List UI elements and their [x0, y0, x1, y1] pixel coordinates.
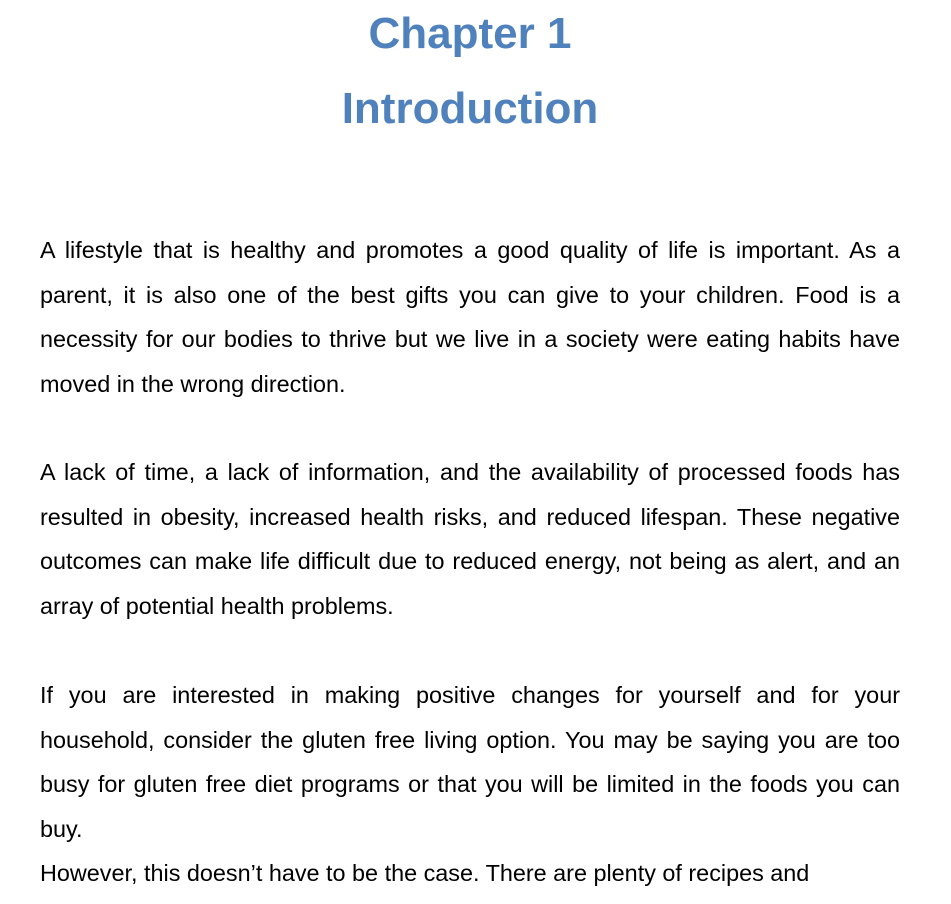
- chapter-title-heading: Introduction: [341, 84, 599, 133]
- body-paragraph: A lifestyle that is healthy and promotes a good quality of life is important. As a parent, it is also one of the best gifts you can give to your children. Food is a necessity for our bodies to thrive but we live in a society were eating habits have moved in the wrong direction.: [40, 237, 900, 397]
- chapter-number-heading: Chapter 1: [368, 9, 572, 58]
- body-paragraph-partial: However, this doesn’t have to be the case. There are plenty of recipes and: [40, 860, 810, 886]
- body-paragraph: A lack of time, a lack of information, and the availability of processed foods has resulted in obesity, increased health risks, and reduced lifespan. These negative outcomes can make life difficult due to reduced energy, not being as alert, and an array of potential health problems.: [40, 459, 900, 619]
- body-paragraph: If you are interested in making positive changes for yourself and for your household, consider the gluten free living option. You may be saying you are too busy for gluten free diet programs or that you will be limited in the foods you can buy.: [40, 682, 900, 842]
